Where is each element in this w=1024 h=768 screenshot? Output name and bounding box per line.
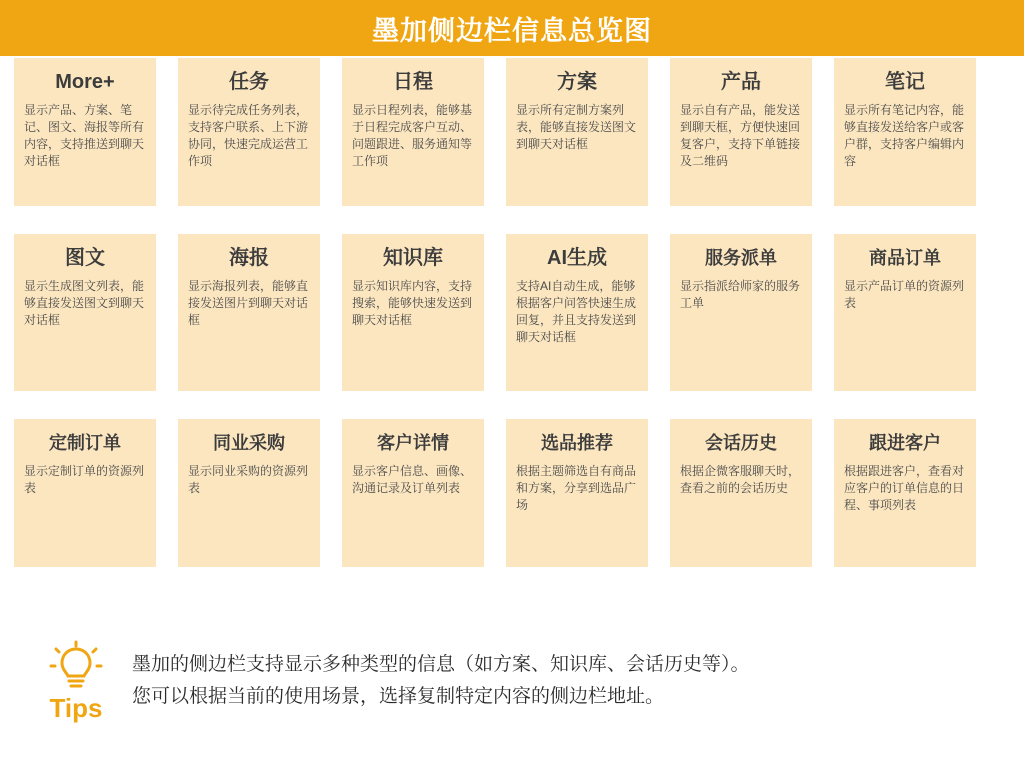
card-description: 显示自有产品，能发送到聊天框，方便快速回复客户，支持下单链接及二维码 [680, 103, 801, 168]
card-custom-order[interactable] [14, 419, 156, 567]
card-session-history[interactable] [670, 419, 812, 567]
card-product-recommend[interactable] [506, 419, 648, 567]
card-peer-purchase[interactable] [178, 419, 320, 567]
card-goods-order[interactable] [834, 234, 976, 391]
tips-label: Tips [49, 693, 103, 723]
card-row-1 [14, 58, 1010, 206]
lightbulb-icon [48, 640, 104, 692]
card-description: 显示产品订单的资源列表 [844, 279, 965, 310]
card-follow-customer[interactable] [834, 419, 976, 567]
card-customer-detail[interactable] [342, 419, 484, 567]
card-description: 显示定制订单的资源列表 [24, 464, 145, 495]
card-title: 服务派单 [705, 248, 777, 268]
card-product[interactable] [670, 58, 812, 206]
page-title: 墨加侧边栏信息总览图 [372, 15, 652, 46]
tips-text [132, 649, 750, 713]
card-description: 支持AI自动生成，能够根据客户问答快速生成回复，并且支持发送到聊天对话框 [516, 279, 637, 344]
card-row-3 [14, 419, 1010, 567]
card-title: 知识库 [383, 247, 443, 269]
card-description: 根据企微客服聊天时，查看之前的会话历史 [680, 464, 801, 495]
card-description: 显示知识库内容，支持搜索，能够快速发送到聊天对话框 [352, 279, 473, 327]
card-title: 会话历史 [705, 433, 777, 453]
tips-line-2: 您可以根据当前的使用场景，选择复制特定内容的侧边栏地址。 [132, 686, 665, 707]
card-title: 跟进客户 [869, 433, 941, 453]
card-description: 显示待完成任务列表，支持客户联系、上下游协同，快速完成运营工作项 [188, 103, 309, 168]
card-title: 方案 [557, 71, 597, 93]
card-task[interactable] [178, 58, 320, 206]
card-knowledge-base[interactable] [342, 234, 484, 391]
card-description: 显示同业采购的资源列表 [188, 464, 309, 495]
card-title: 图文 [65, 247, 105, 269]
card-description: 显示客户信息、画像、沟通记录及订单列表 [352, 464, 473, 495]
card-title: 日程 [393, 71, 433, 93]
card-title: 选品推荐 [541, 433, 613, 453]
card-description: 显示海报列表，能够直接发送图片到聊天对话框 [188, 279, 309, 327]
card-title: 商品订单 [869, 248, 941, 268]
card-row-2 [14, 234, 1010, 391]
card-plan[interactable] [506, 58, 648, 206]
card-title: More+ [55, 71, 115, 93]
card-title: 同业采购 [213, 433, 285, 453]
card-title: 笔记 [885, 71, 925, 93]
card-graphic-text[interactable] [14, 234, 156, 391]
card-title: 任务 [229, 71, 269, 93]
card-description: 显示指派给师家的服务工单 [680, 279, 801, 310]
card-poster[interactable] [178, 234, 320, 391]
card-description: 根据主题筛选自有商品和方案，分享到选品广场 [516, 464, 637, 512]
tips-section [30, 640, 1010, 722]
card-description: 根据跟进客户，查看对应客户的订单信息的日程、事项列表 [844, 464, 965, 512]
card-service-dispatch[interactable] [670, 234, 812, 391]
card-title: 客户详情 [377, 433, 449, 453]
card-description: 显示所有笔记内容，能够直接发送给客户或客户群，支持客户编辑内容 [844, 103, 965, 168]
card-description: 显示所有定制方案列表，能够直接发送图文到聊天对话框 [516, 103, 637, 151]
card-title: 产品 [721, 71, 761, 93]
card-title: 海报 [229, 247, 269, 269]
card-note[interactable] [834, 58, 976, 206]
page-header [0, 0, 1024, 56]
card-schedule[interactable] [342, 58, 484, 206]
card-description: 显示生成图文列表，能够直接发送图文到聊天对话框 [24, 279, 145, 327]
tips-icon-wrap [30, 640, 122, 722]
card-more[interactable] [14, 58, 156, 206]
tips-line-1: 墨加的侧边栏支持显示多种类型的信息（如方案、知识库、会话历史等）。 [132, 654, 750, 675]
card-description: 显示日程列表，能够基于日程完成客户互动、问题跟进、服务通知等工作项 [352, 103, 473, 168]
card-title: 定制订单 [49, 433, 121, 453]
card-ai-generate[interactable] [506, 234, 648, 391]
card-title: AI生成 [547, 247, 607, 269]
card-description: 显示产品、方案、笔记、图文、海报等所有内容，支持推送到聊天对话框 [24, 103, 145, 168]
card-grid [14, 58, 1010, 567]
